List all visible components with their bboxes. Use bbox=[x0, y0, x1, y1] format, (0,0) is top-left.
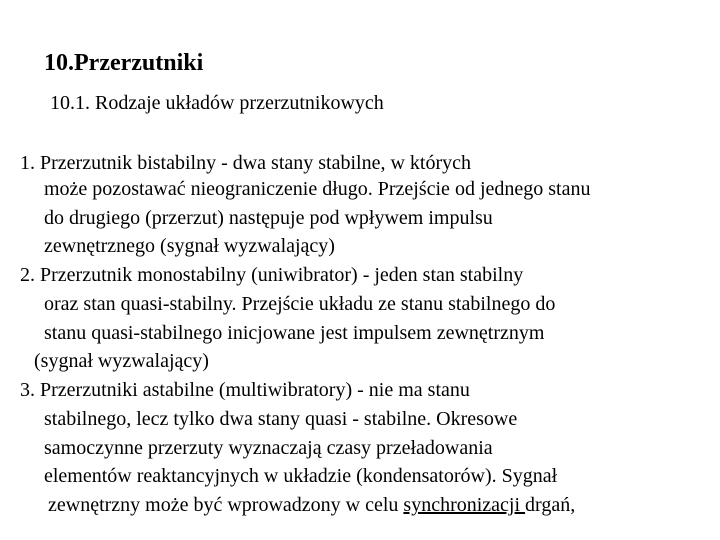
slide-subtitle: 10.1. Rodzaje układów przerzutnikowych bbox=[50, 92, 384, 114]
item-2-line-1: 2. Przerzutnik monostabilny (uniwibrator) - jeden stan stabilny bbox=[20, 264, 524, 286]
item-1-line-2: może pozostawać nieograniczenie długo. Przejście od jednego stanu bbox=[44, 178, 591, 200]
slide-title: 10.Przerzutniki bbox=[44, 50, 204, 76]
item-3-line-3: samoczynne przerzuty wyznaczają czasy przeładowania bbox=[44, 437, 493, 459]
item-1-line-4: zewnętrznego (sygnał wyzwalający) bbox=[44, 235, 335, 257]
underlined-term: synchronizacji bbox=[403, 494, 526, 516]
item-2-line-2: oraz stan quasi-stabilny. Przejście układu ze stanu stabilnego do bbox=[44, 293, 556, 315]
item-2-line-4: (sygnał wyzwalający) bbox=[34, 350, 209, 372]
item-3-line-4: elementów reaktancyjnych w układzie (kondensatorów). Sygnał bbox=[44, 465, 558, 487]
item-1-line-3: do drugiego (przerzut) następuje pod wpływem impulsu bbox=[44, 207, 493, 229]
item-3-line-1: 3. Przerzutniki astabilne (multiwibratory) - nie ma stanu bbox=[20, 379, 470, 401]
item-3-line-5-end: drgań, bbox=[525, 494, 576, 516]
item-3-line-5 bbox=[48, 492, 575, 518]
item-1-line-1: 1. Przerzutnik bistabilny - dwa stany stabilne, w których bbox=[20, 152, 472, 174]
item-3-line-2: stabilnego, lecz tylko dwa stany quasi - stabilne. Okresowe bbox=[44, 408, 518, 430]
item-3-line-5-text: zewnętrzny może być wprowadzony w celu bbox=[48, 494, 404, 516]
item-2-line-3: stanu quasi-stabilnego inicjowane jest impulsem zewnętrznym bbox=[44, 322, 545, 344]
